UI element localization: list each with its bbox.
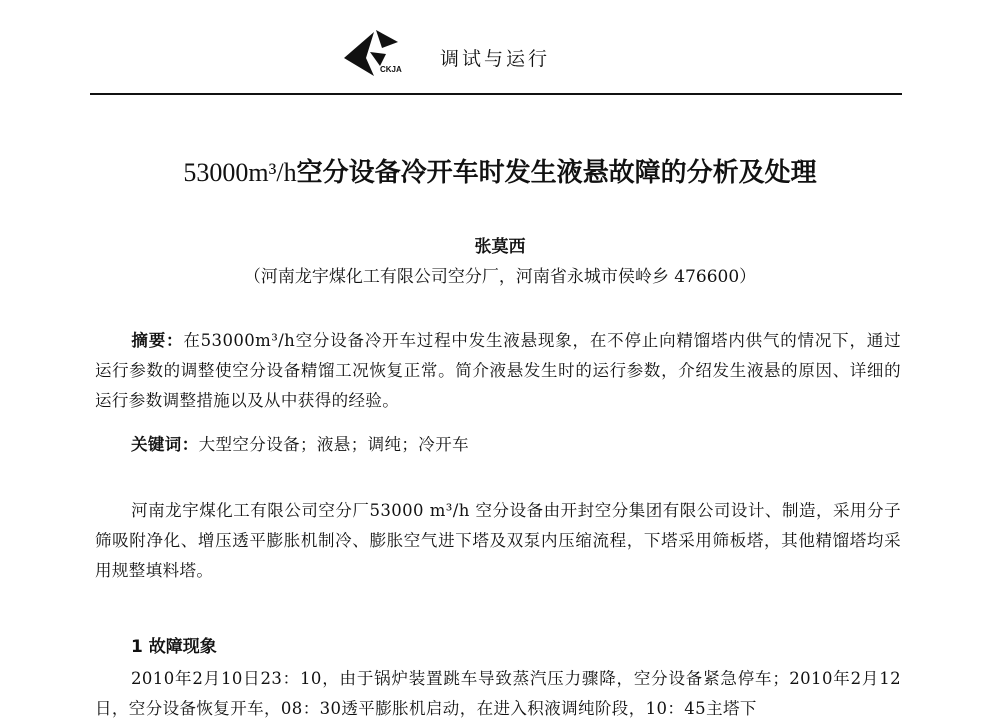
logo-text: CKJA	[380, 65, 402, 74]
section-tag: 调试与运行	[440, 48, 551, 70]
abstract-label: 摘要：	[131, 331, 184, 350]
header-rule	[90, 93, 902, 95]
title-text: 空分设备冷开车时发生液悬故障的分析及处理	[296, 158, 817, 188]
title-number: 53000m³/h	[183, 158, 297, 187]
page-header	[0, 0, 1000, 96]
section-body	[95, 664, 901, 724]
abstract	[95, 326, 901, 416]
journal-logo-icon	[336, 28, 412, 80]
intro-text: 河南龙宇煤化工有限公司空分厂53000 m³/h 空分设备由开封空分集团有限公司设计、制造，采用分子筛吸附净化、增压透平膨胀机制冷、膨胀空气进下塔及双泵内压缩流程，下塔采用筛板塔，其他精馏塔均采用规整填料塔。	[95, 501, 901, 580]
article-title	[0, 152, 1000, 189]
keywords-text: 大型空分设备；液悬；调纯；冷开车	[198, 435, 470, 454]
abstract-text: 在53000m³/h空分设备冷开车过程中发生液悬现象，在不停止向精馏塔内供气的情况下，通过运行参数的调整使空分设备精馏工况恢复正常。简介液悬发生时的运行参数，介绍发生液悬的原因、详细的运行参数调整措施以及从中获得的经验。	[95, 331, 902, 410]
keywords-label: 关键词：	[131, 435, 199, 454]
author-name: 张莫西	[474, 237, 526, 257]
section-heading: 1 故障现象	[131, 637, 217, 657]
keywords	[131, 430, 901, 460]
intro-paragraph	[95, 496, 901, 586]
author-affiliation: （河南龙宇煤化工有限公司空分厂，河南省永城市侯岭乡 476600）	[243, 267, 757, 287]
section-body-text: 2010年2月10日23：10，由于锅炉装置跳车导致蒸汽压力骤降，空分设备紧急停车；2010年2月12日，空分设备恢复开车，08：30透平膨胀机启动，在进入积液调纯阶段，10：45主塔下	[95, 669, 901, 718]
